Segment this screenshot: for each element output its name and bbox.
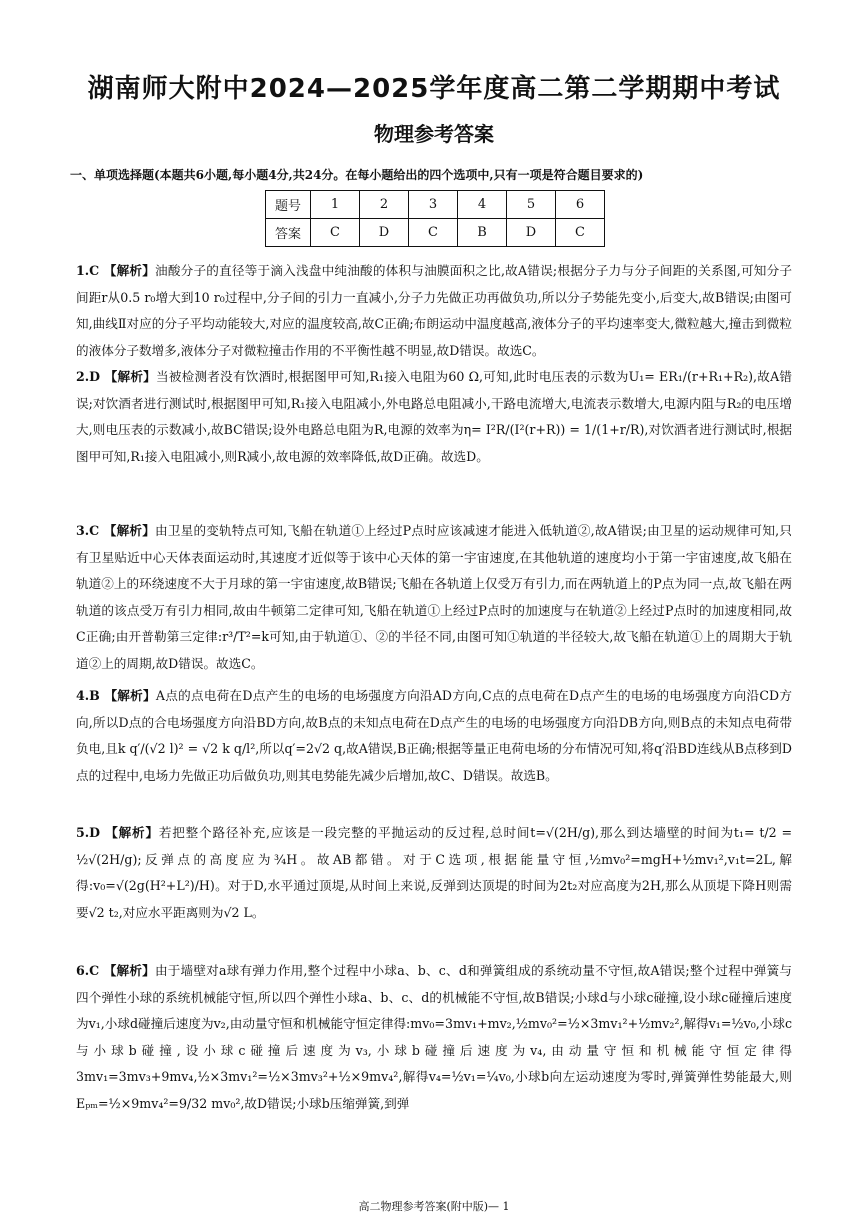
- table-cell: C: [409, 219, 458, 247]
- question-label: 1.C 【解析】: [76, 263, 156, 278]
- answer-table: [265, 190, 605, 247]
- question-2-explanation: [76, 364, 792, 470]
- question-4-explanation: [76, 683, 792, 789]
- question-1-explanation: [76, 258, 792, 364]
- table-row: [266, 219, 605, 247]
- question-label: 4.B 【解析】: [76, 688, 156, 703]
- table-cell: C: [556, 219, 605, 247]
- table-cell: 2: [360, 191, 409, 219]
- table-cell: 1: [311, 191, 360, 219]
- table-cell: 6: [556, 191, 605, 219]
- question-text: 若把整个路径补充,应该是一段完整的平抛运动的反过程,总时间t=√(2H/g),那么到达墙壁的时间为t₁= t/2 = ½√(2H/g);反弹点的高度应为¾H。故AB都错。对于C选项,根据能量守恒,½mv₀²=mgH+½mv₁²,v₁t=2L,解得:v₀=√(2g(H²+L²)/H)。对于D,水平通过顶堤,从时间上来说,反弹到达顶堤的时间为2t₂对应高度为2H,那么从顶堤下降H则需要√2 t₂,对应水平距离则为√2 L。: [76, 825, 792, 920]
- page-footer: 高二物理参考答案(附中版)— 1: [358, 1200, 510, 1213]
- question-label: 6.C 【解析】: [76, 963, 155, 978]
- table-cell: C: [311, 219, 360, 247]
- question-label: 5.D 【解析】: [76, 825, 159, 840]
- table-row: [266, 191, 605, 219]
- section-heading: 一、单项选择题(本题共6小题,每小题4分,共24分。在每小题给出的四个选项中,只有一项是符合题目要求的): [70, 168, 644, 182]
- table-header-cell: 答案: [266, 219, 311, 247]
- question-6-explanation: [76, 958, 792, 1117]
- table-cell: D: [360, 219, 409, 247]
- page-subtitle: 物理参考答案: [374, 122, 494, 146]
- question-text: 由于墙壁对a球有弹力作用,整个过程中小球a、b、c、d和弹簧组成的系统动量不守恒,故A错误;整个过程中弹簧与四个弹性小球的系统机械能守恒,所以四个弹性小球a、b、c、d的机械能不守恒,故B错误;小球d与小球c碰撞,设小球c碰撞后速度为v₁,小球d碰撞后速度为v₂,由动量守恒和机械能守恒定律得:mv₀=3mv₁+mv₂,½mv₀²=½×3mv₁²+½mv₂²,解得v₁=½v₀,小球c与小球b碰撞,设小球c碰撞后速度为v₃,小球b碰撞后速度为v₄,由动量守恒和机械能守恒定律得3mv₁=3mv₃+9mv₄,½×3mv₁²=½×3mv₃²+½×9mv₄²,解得v₄=½v₁=¼v₀,小球b向左运动速度为零时,弹簧弹性势能最大,则Eₚₘ=½×9mv₄²=9/32 mv₀²,故D错误;小球b压缩弹簧,到弹: [76, 963, 792, 1111]
- table-header-cell: 题号: [266, 191, 311, 219]
- question-3-explanation: [76, 518, 792, 677]
- question-5-explanation: [76, 820, 792, 926]
- question-text: 由卫星的变轨特点可知,飞船在轨道①上经过P点时应该减速才能进入低轨道②,故A错误;由卫星的运动规律可知,只有卫星贴近中心天体表面运动时,其速度才近似等于该中心天体的第一宇宙速度,在其他轨道的速度均小于第一宇宙速度,故飞船在轨道②上的环绕速度不大于月球的第一宇宙速度,故B错误;飞船在各轨道上仅受万有引力,而在两轨道上的P点为同一点,故飞船在两轨道的该点受万有引力相同,故由牛顿第二定律可知,飞船在轨道①上经过P点时的加速度与在轨道②上经过P点时的加速度相同,故C正确;由开普勒第三定律:r³/T²=k可知,由于轨道①、②的半径不同,由图可知①轨道的半径较大,故飞船在轨道①上的周期大于轨道②上的周期,故D错误。故选C。: [76, 523, 792, 671]
- question-label: 2.D 【解析】: [76, 369, 156, 384]
- question-text: A点的点电荷在D点产生的电场的电场强度方向沿AD方向,C点的点电荷在D点产生的电场的电场强度方向沿CD方向,所以D点的合电场强度方向沿BD方向,故B点的未知点电荷在D点产生的电场的电场强度方向沿DB方向,则B点的未知点电荷带负电,且k q′/(√2 l)² = √2 k q/l²,所以q′=2√2 q,故A错误,B正确;根据等量正电荷电场的分布情况可知,将q′沿BD连线从B点移到D点的过程中,电场力先做正功后做负功,则其电势能先减少后增加,故C、D错误。故选B。: [76, 688, 792, 783]
- question-text: 油酸分子的直径等于滴入浅盘中纯油酸的体积与油膜面积之比,故A错误;根据分子力与分子间距的关系图,可知分子间距r从0.5 r₀增大到10 r₀过程中,分子间的引力一直减小,分子力先做正功再做负功,所以分子势能先变小,后变大,故B错误;由图可知,曲线Ⅱ对应的分子平均动能较大,对应的温度较高,故C正确;布朗运动中温度越高,液体分子的平均速率变大,微粒越大,撞击到微粒的液体分子数增多,液体分子对微粒撞击作用的不平衡性越不明显,故D错误。故选C。: [76, 263, 792, 358]
- page-title: 湖南师大附中2024—2025学年度高二第二学期期中考试: [87, 74, 781, 104]
- question-text: 当被检测者没有饮酒时,根据图甲可知,R₁接入电阻为60 Ω,可知,此时电压表的示数为U₁= ER₁/(r+R₁+R₂),故A错误;对饮酒者进行测试时,根据图甲可知,R₁接入电阻减小,外电路总电阻减小,干路电流增大,电流表示数增大,电源内阻与R₂的电压增大,则电压表的示数减小,故BC错误;设外电路总电阻为R,电源的效率为η= I²R/(I²(r+R)) = 1/(1+r/R),对饮酒者进行测试时,根据图甲可知,R₁接入电阻减小,则R减小,故电源的效率降低,故D正确。故选D。: [76, 369, 793, 464]
- table-cell: D: [507, 219, 556, 247]
- table-cell: B: [458, 219, 507, 247]
- table-cell: 5: [507, 191, 556, 219]
- table-cell: 3: [409, 191, 458, 219]
- question-label: 3.C 【解析】: [76, 523, 156, 538]
- table-cell: 4: [458, 191, 507, 219]
